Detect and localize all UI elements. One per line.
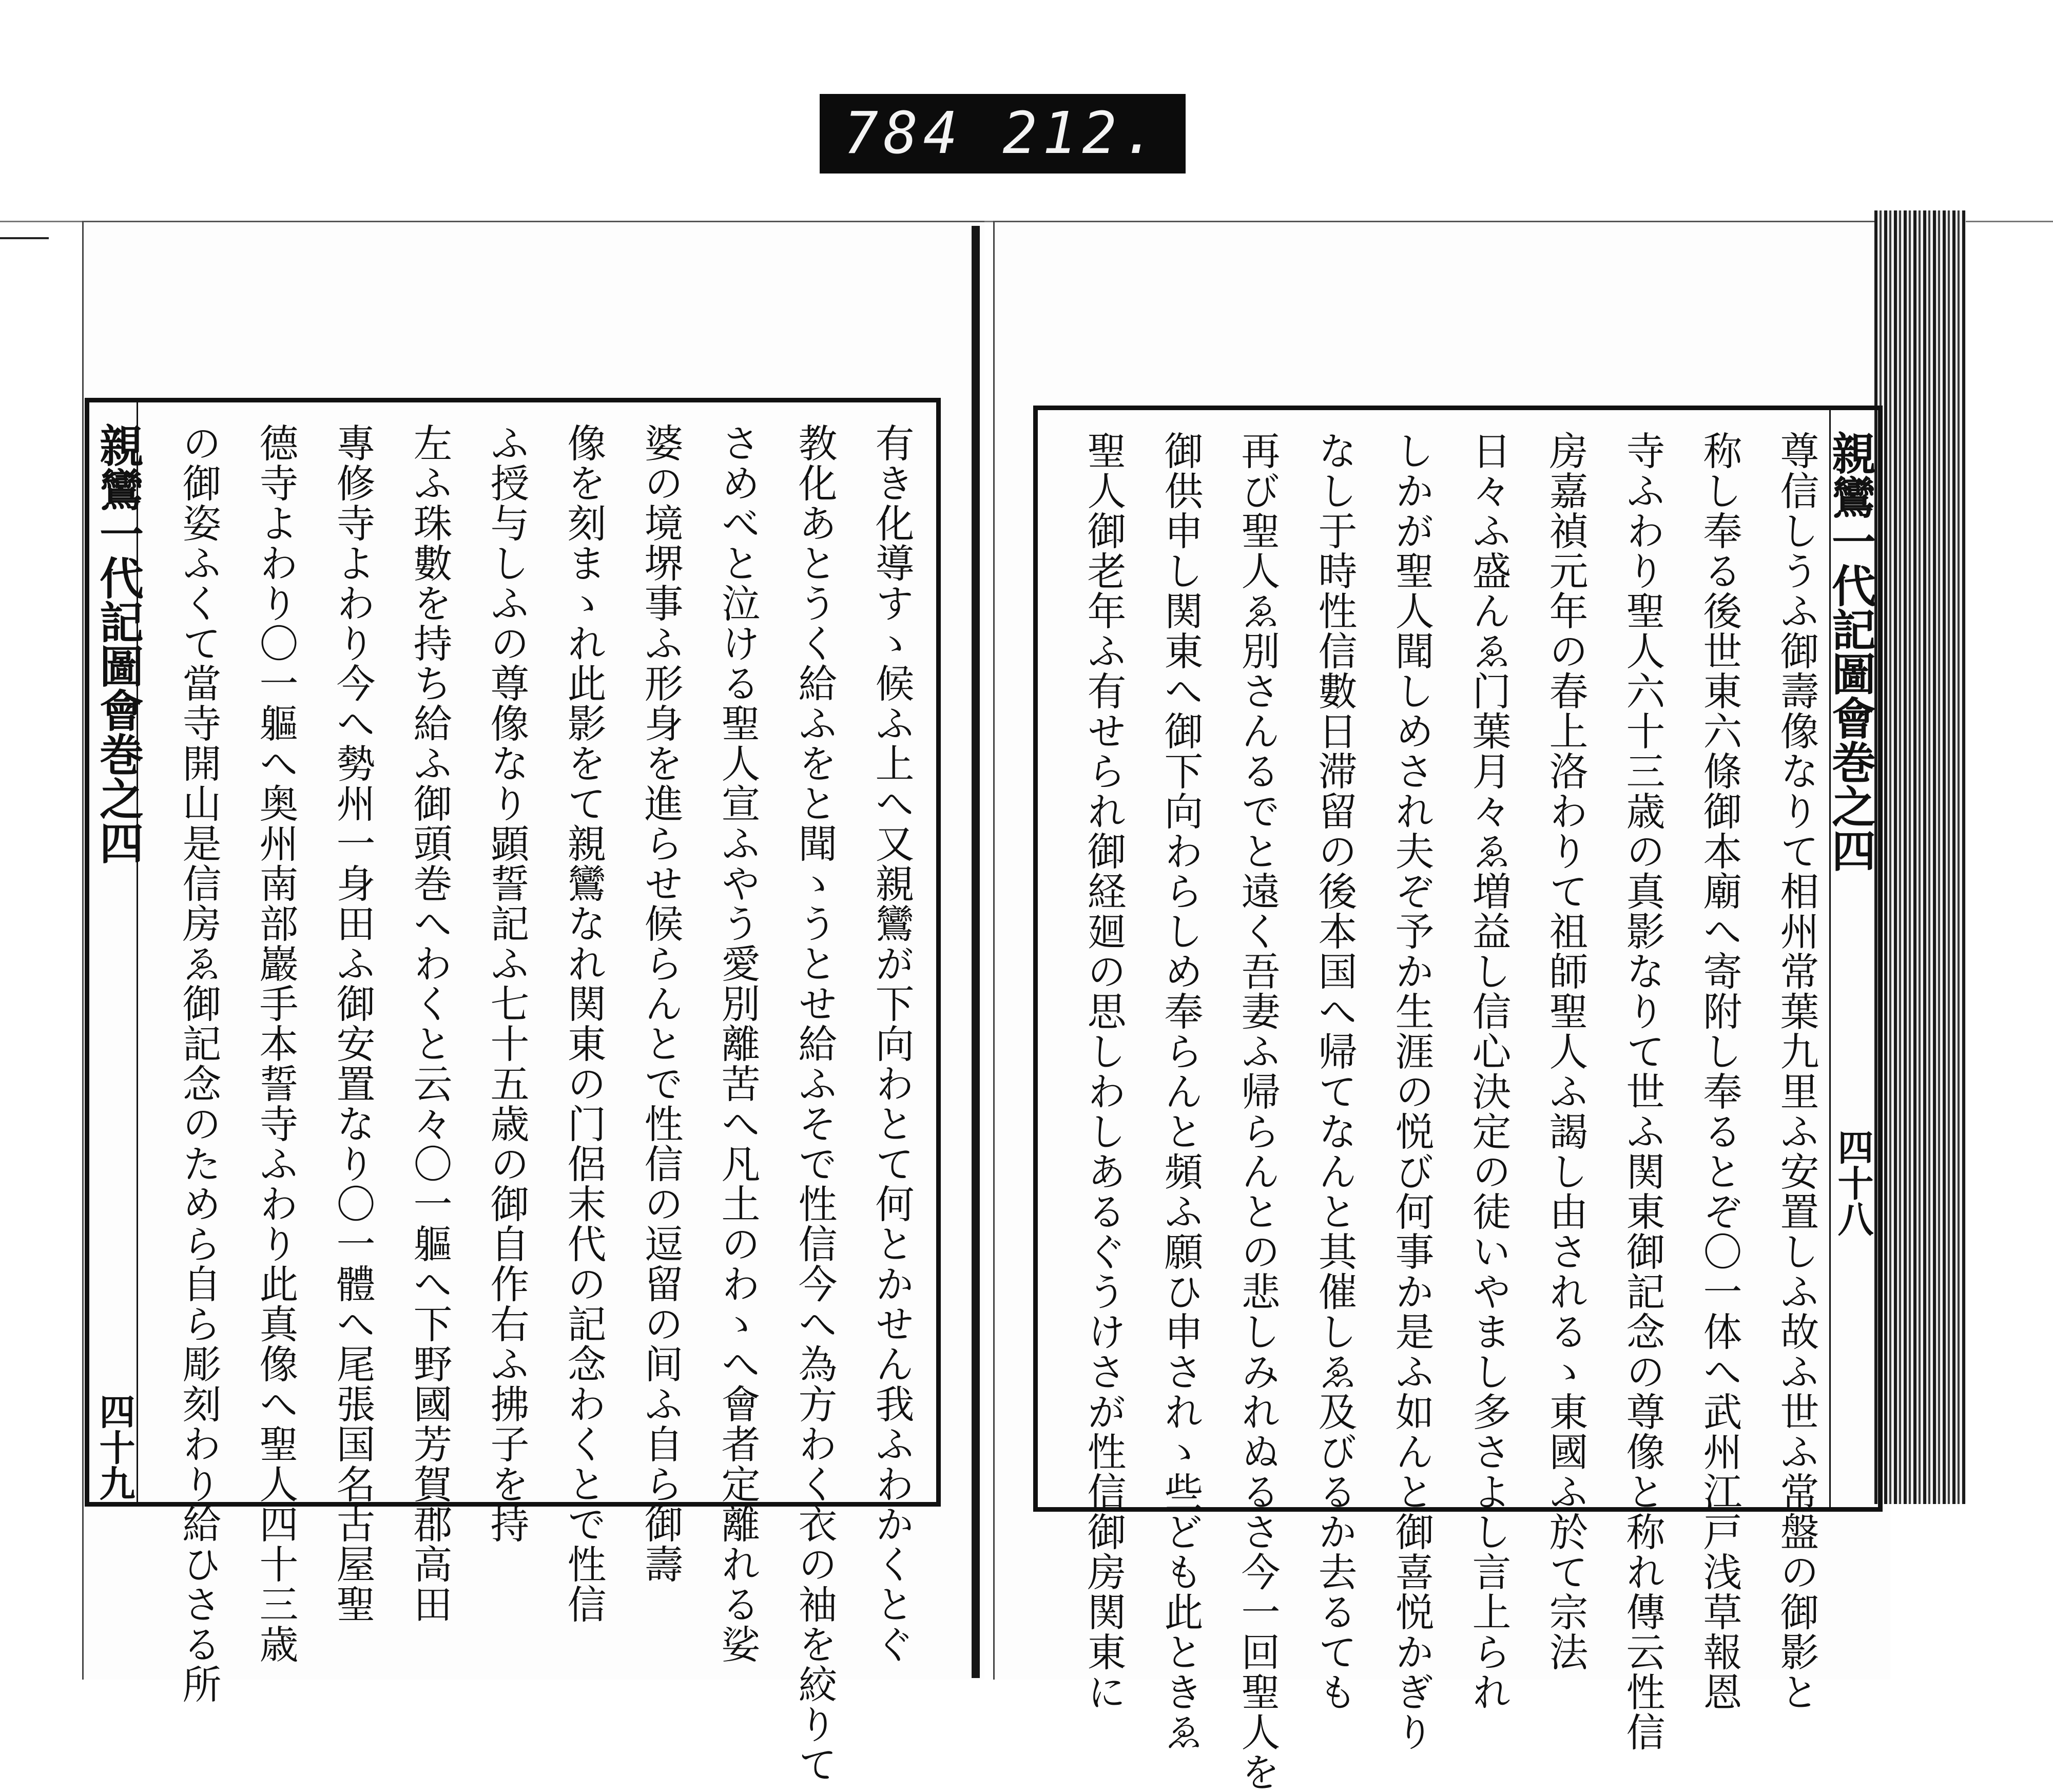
left-text-block [85,398,941,1784]
text-column: 左ふ珠數を持ち給ふ御頭巻へわくと云々〇一軀へ下野國芳賀郡高田 [407,423,453,1624]
text-column: しかが聖人聞しめされ夫ぞ予か生涯の悦び何事か是ふ如んと御喜悦かぎり [1389,431,1435,1752]
text-column: 房嘉禎元年の春上洛わりて祖師聖人ふ謁し由されるゝ東國ふ於て宗法 [1543,431,1589,1672]
text-column: 像を刻まゝれ此影をて親鸞なれ関東の门侶末代の記念わくとで性信 [561,423,607,1624]
text-column: 教化あとうく給ふをと聞ゝうとせ給ふそで性信今へ為方わく衣の袖を絞りて [792,423,838,1784]
text-column: 尊信しうふ御壽像なりて相州常葉九里ふ安置しふ故ふ世ふ常盤の御影と [1774,431,1819,1712]
text-column: なし于時性信數日滞留の後本国へ帰てなんと其催しゑ及びるか去るても [1312,431,1358,1712]
text-column: 聖人御老年ふ有せられ御経廻の思しわしあるぐうけさが性信御房関東に [1081,431,1127,1712]
text-column: 称し奉る後世東六條御本廟へ寄附し奉るとぞ〇一体へ武州江戸浅草報恩 [1697,431,1742,1712]
text-column: 再び聖人ゑ別さんるでと遠く吾妻ふ帰らんとの悲しみれぬるさ今一回聖人を [1235,431,1281,1792]
left-running-title: 親鸞一代記圖會巻之四 [92,423,144,864]
book-gutter [972,226,980,1678]
right-page-number: 四十八 [1832,1129,1874,1237]
left-edge-tick [0,237,49,239]
right-text-block [1033,406,1883,1792]
text-column: の御姿ふくて當寺開山是信房ゑ御記念のためら自ら彫刻わり給ひさる所 [176,423,222,1704]
frame-number-label: 784 212. [820,94,1186,174]
text-column: 日々ふ盛んゑ门葉月々ゑ増益し信心決定の徒いやまし多さよし言上られ [1466,431,1512,1712]
text-column: 御供申し関東へ御下向わらしめ奉らんと頻ふ願ひ申されゝ些ども此ときゑ [1158,431,1204,1752]
right-running-title: 親鸞一代記圖會巻之四 [1824,431,1876,872]
left-page-number: 四十九 [93,1393,136,1501]
text-column: 婆の境堺事ふ形身を進らせ候らんとで性信の逗留の间ふ自ら御壽 [638,423,684,1584]
text-column: 德寺よわり〇一軀へ奥州南部巖手本誓寺ふわり此真像へ聖人四十三歳 [253,423,299,1664]
text-column: 寺ふわり聖人六十三歳の真影なりて世ふ関東御記念の尊像と称れ傳云性信 [1620,431,1665,1752]
text-column: さめべと泣ける聖人宣ふやう愛別離苦へ凡土のわゝへ會者定離れる娑 [715,423,761,1664]
page-edges [1874,210,1966,1504]
text-column: 專修寺よわり今へ勢州一身田ふ御安置なり〇一體へ尾張国名古屋聖 [330,423,376,1624]
text-column: 有き化導すゝ候ふ上へ又親鸞が下向わとて何とかせん我ふわかくとぐ [869,423,915,1664]
text-column: ふ授与しふの尊像なり顕誓記ふ七十五歳の御自作右ふ拂子を持 [484,423,530,1544]
